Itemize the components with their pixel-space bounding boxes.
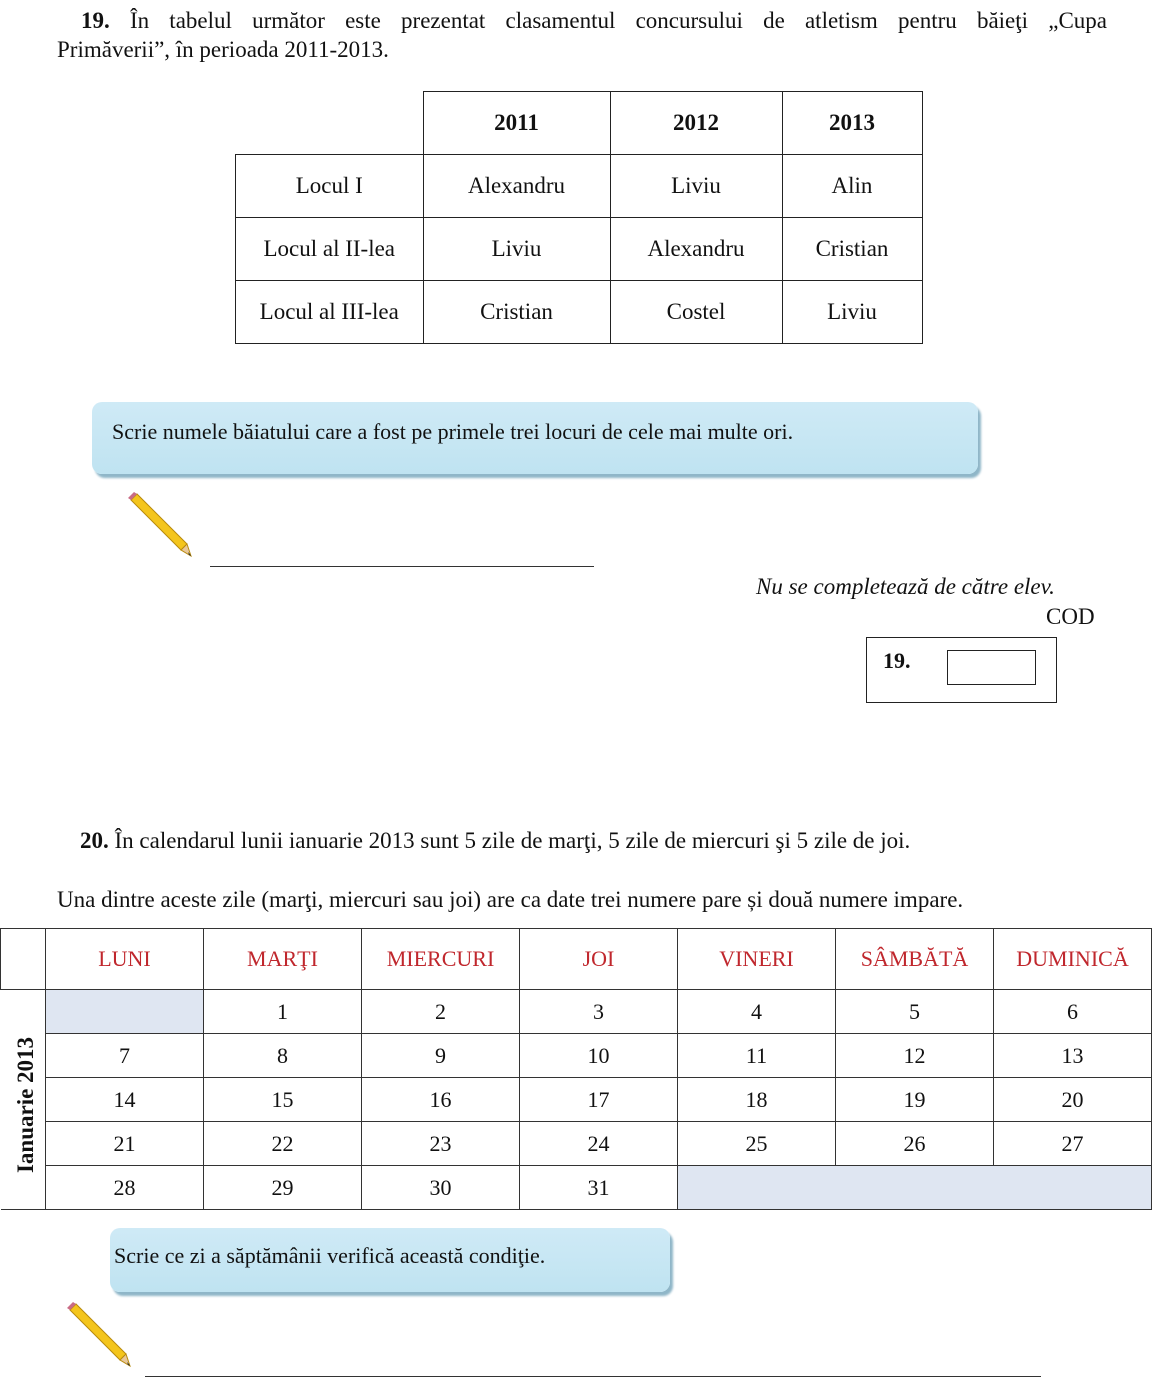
cod-label: COD bbox=[1046, 604, 1095, 629]
table-cell: Costel bbox=[610, 281, 782, 344]
calendar-corner bbox=[1, 929, 46, 990]
calendar-week bbox=[1, 1166, 1152, 1210]
place-label: Locul al II-lea bbox=[236, 218, 424, 281]
calendar-day: 2 bbox=[362, 990, 520, 1034]
day-header: DUMINICĂ bbox=[994, 929, 1152, 990]
calendar-day: 4 bbox=[678, 990, 836, 1034]
table-cell: Liviu bbox=[610, 155, 782, 218]
calendar-day: 1 bbox=[204, 990, 362, 1034]
calendar-week bbox=[1, 1034, 1152, 1078]
calendar-week bbox=[1, 990, 1152, 1034]
year-header: 2011 bbox=[423, 92, 610, 155]
table-row bbox=[236, 218, 923, 281]
table-cell: Cristian bbox=[782, 218, 922, 281]
place-label: Locul I bbox=[236, 155, 424, 218]
year-header: 2012 bbox=[610, 92, 782, 155]
calendar-table bbox=[0, 928, 1152, 1210]
calendar-day: 30 bbox=[362, 1166, 520, 1210]
calendar-day: 19 bbox=[836, 1078, 994, 1122]
calendar-day: 18 bbox=[678, 1078, 836, 1122]
calendar-day: 31 bbox=[520, 1166, 678, 1210]
table-cell: Alexandru bbox=[610, 218, 782, 281]
q19-instruction: Scrie numele băiatului care a fost pe primele trei locuri de cele mai multe ori. bbox=[112, 419, 794, 444]
q19-number: 19. bbox=[81, 8, 110, 33]
q19-instruction-box bbox=[92, 402, 978, 474]
calendar-day: 11 bbox=[678, 1034, 836, 1078]
table-cell: Liviu bbox=[423, 218, 610, 281]
cod-box bbox=[866, 637, 1057, 703]
month-label: Ianuarie 2013 bbox=[13, 1036, 38, 1174]
day-header: VINERI bbox=[678, 929, 836, 990]
table-cell: Cristian bbox=[423, 281, 610, 344]
calendar-week bbox=[1, 1122, 1152, 1166]
place-label: Locul al III-lea bbox=[236, 281, 424, 344]
calendar-day: 29 bbox=[204, 1166, 362, 1210]
pencil-icon bbox=[127, 492, 197, 562]
table-cell: Liviu bbox=[782, 281, 922, 344]
calendar-day: 26 bbox=[836, 1122, 994, 1166]
calendar-day: 21 bbox=[46, 1122, 204, 1166]
table-cell: Alexandru bbox=[423, 155, 610, 218]
day-header: MARŢI bbox=[204, 929, 362, 990]
calendar-day: 25 bbox=[678, 1122, 836, 1166]
q20-instruction-box bbox=[110, 1228, 670, 1292]
cod-field[interactable] bbox=[947, 650, 1036, 685]
note-text: Nu se completează de către elev. bbox=[756, 574, 1055, 599]
calendar-day: 20 bbox=[994, 1078, 1152, 1122]
q19-answer-line[interactable] bbox=[210, 566, 594, 567]
q20-answer-line[interactable] bbox=[145, 1376, 1041, 1377]
calendar-day: 17 bbox=[520, 1078, 678, 1122]
calendar-day: 22 bbox=[204, 1122, 362, 1166]
calendar-day: 10 bbox=[520, 1034, 678, 1078]
calendar-day: 13 bbox=[994, 1034, 1152, 1078]
year-header: 2013 bbox=[782, 92, 922, 155]
calendar-day: 12 bbox=[836, 1034, 994, 1078]
q19-text bbox=[57, 6, 1107, 64]
calendar-empty-cells bbox=[678, 1166, 1152, 1210]
table-corner bbox=[236, 92, 424, 155]
day-header: MIERCURI bbox=[362, 929, 520, 990]
q20-number: 20. bbox=[80, 828, 109, 853]
calendar-day: 16 bbox=[362, 1078, 520, 1122]
calendar-day: 15 bbox=[204, 1078, 362, 1122]
calendar-day: 27 bbox=[994, 1122, 1152, 1166]
pencil-icon bbox=[66, 1302, 136, 1372]
table-row bbox=[236, 155, 923, 218]
q19-text-line1: În tabelul următor este prezentat clasamentul concursului de atletism pentru băieţi „Cupa bbox=[109, 8, 1107, 33]
day-header: LUNI bbox=[46, 929, 204, 990]
calendar-day: 7 bbox=[46, 1034, 204, 1078]
day-header: JOI bbox=[520, 929, 678, 990]
calendar-day: 6 bbox=[994, 990, 1152, 1034]
table-cell: Alin bbox=[782, 155, 922, 218]
q20-text-line2: Una dintre aceste zile (marţi, miercuri sau joi) are ca date trei numere pare și două numere impare. bbox=[57, 887, 964, 912]
q20-text-line1: 20. În calendarul lunii ianuarie 2013 sunt 5 zile de marţi, 5 zile de miercuri şi 5 zile de joi. bbox=[80, 828, 911, 853]
calendar-day: 28 bbox=[46, 1166, 204, 1210]
calendar-week bbox=[1, 1078, 1152, 1122]
calendar-day bbox=[46, 990, 204, 1034]
calendar-day: 8 bbox=[204, 1034, 362, 1078]
calendar-day: 5 bbox=[836, 990, 994, 1034]
calendar-day: 24 bbox=[520, 1122, 678, 1166]
calendar-day: 3 bbox=[520, 990, 678, 1034]
calendar-day: 23 bbox=[362, 1122, 520, 1166]
cod-number: 19. bbox=[883, 648, 911, 673]
calendar-day: 14 bbox=[46, 1078, 204, 1122]
q20-instruction: Scrie ce zi a săptămânii verifică această condiţie. bbox=[114, 1243, 546, 1268]
table-row bbox=[236, 281, 923, 344]
q19-text-line2: Primăverii”, în perioada 2011-2013. bbox=[57, 37, 389, 62]
calendar-day: 9 bbox=[362, 1034, 520, 1078]
day-header: SÂMBĂTĂ bbox=[836, 929, 994, 990]
ranking-table bbox=[235, 91, 923, 344]
